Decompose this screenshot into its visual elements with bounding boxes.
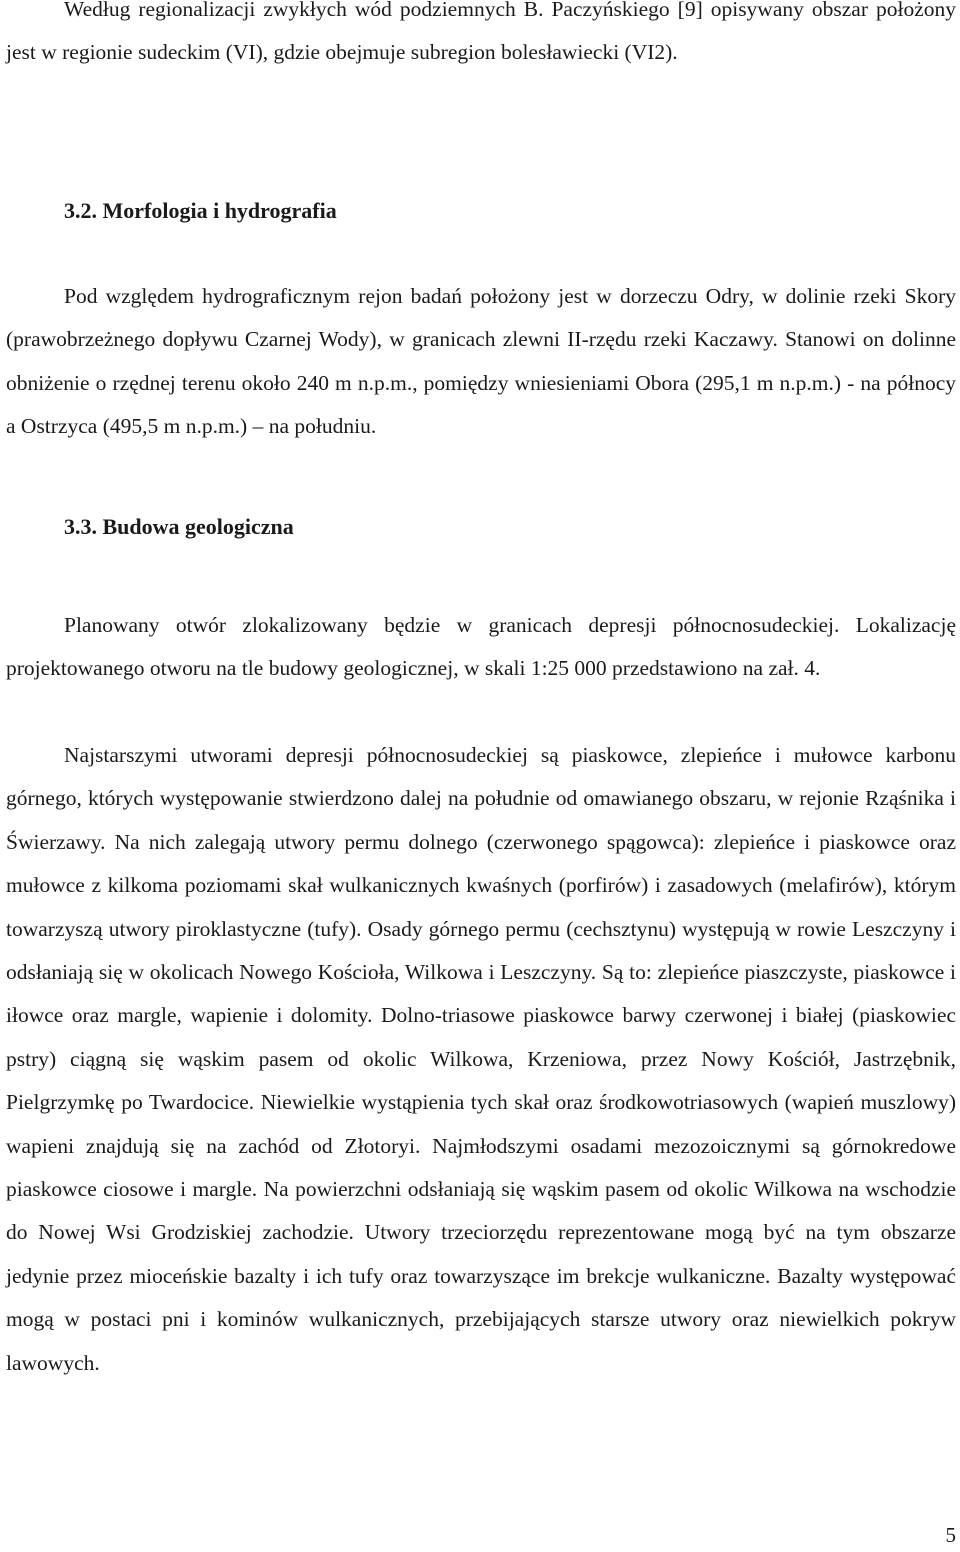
- page-number: 5: [945, 1523, 956, 1547]
- geology-paragraph-1: Planowany otwór zlokalizowany będzie w granicach depresji północnosudeckiej. Lokalizację projektowanego otworu na tle budowy geologicznej, w skali 1:25 000 przedstawiono na zał. 4.: [6, 613, 956, 681]
- section-heading-morphology: 3.2. Morfologia i hydrografia: [64, 198, 337, 223]
- geology-paragraph-2: Najstarszymi utworami depresji północnosudeckiej są piaskowce, zlepieńce i mułowce karbonu górnego, których występowanie stwierdzono dalej na południe od omawianego obszaru, w rejonie Rząśnika i Świerzawy. Na nich zalegają utwory permu dolnego (czerwonego spągowca): zlepieńce i piaskowce oraz mułowce z kilkoma poziomami skał wulkanicznych kwaśnych (porfirów) i zasadowych (melafirów), którym towarzyszą utwory piroklastyczne (tufy). Osady górnego permu (cechsztynu) występują w rowie Leszczyny i odsłaniają się w okolicach Nowego Kościoła, Wilkowa i Leszczyny. Są to: zlepieńce piaszczyste, piaskowce i iłowce oraz margle, wapienie i dolomity. Dolno-triasowe piaskowce barwy czerwonej i białej (piaskowiec pstry) ciągną się wąskim pasem od okolic Wilkowa, Krzeniowa, przez Nowy Kościół, Jastrzębnik, Pielgrzymkę po Twardocice. Niewielkie wystąpienia tych skał oraz środkowotriasowych (wapień muszlowy) wapieni znajdują się na zachód od Złotoryi. Najmłodszymi osadami mezozoicznymi są górnokredowe piaskowce ciosowe i margle. Na powierzchni odsłaniają się wąskim pasem od okolic Wilkowa na wschodzie do Nowej Wsi Grodziskiej zachodzie. Utwory trzeciorzędu reprezentowane mogą być na tym obszarze jedynie przez mioceńskie bazalty i ich tufy oraz towarzyszące im brekcje wulkaniczne. Bazalty występować mogą w postaci pni i kominów wulkanicznych, przebijających starsze utwory oraz niewielkich pokryw lawowych.: [6, 743, 956, 1375]
- section-heading-geology: 3.3. Budowa geologiczna: [64, 514, 294, 539]
- morphology-paragraph: Pod względem hydrograficznym rejon badań położony jest w dorzeczu Odry, w dolinie rzeki Skory (prawobrzeżnego dopływu Czarnej Wody), w granicach zlewni II-rzędu rzeki Kaczawy. Stanowi on dolinne obniżenie o rzędnej terenu około 240 m n.p.m., pomiędzy wniesieniami Obora (295,1 m n.p.m.) - na północy a Ostrzyca (495,5 m n.p.m.) – na południu.: [6, 284, 956, 439]
- intro-paragraph: Według regionalizacji zwykłych wód podziemnych B. Paczyńskiego [9] opisywany obszar położony jest w regionie sudeckim (VI), gdzie obejmuje subregion bolesławiecki (VI2).: [6, 0, 956, 65]
